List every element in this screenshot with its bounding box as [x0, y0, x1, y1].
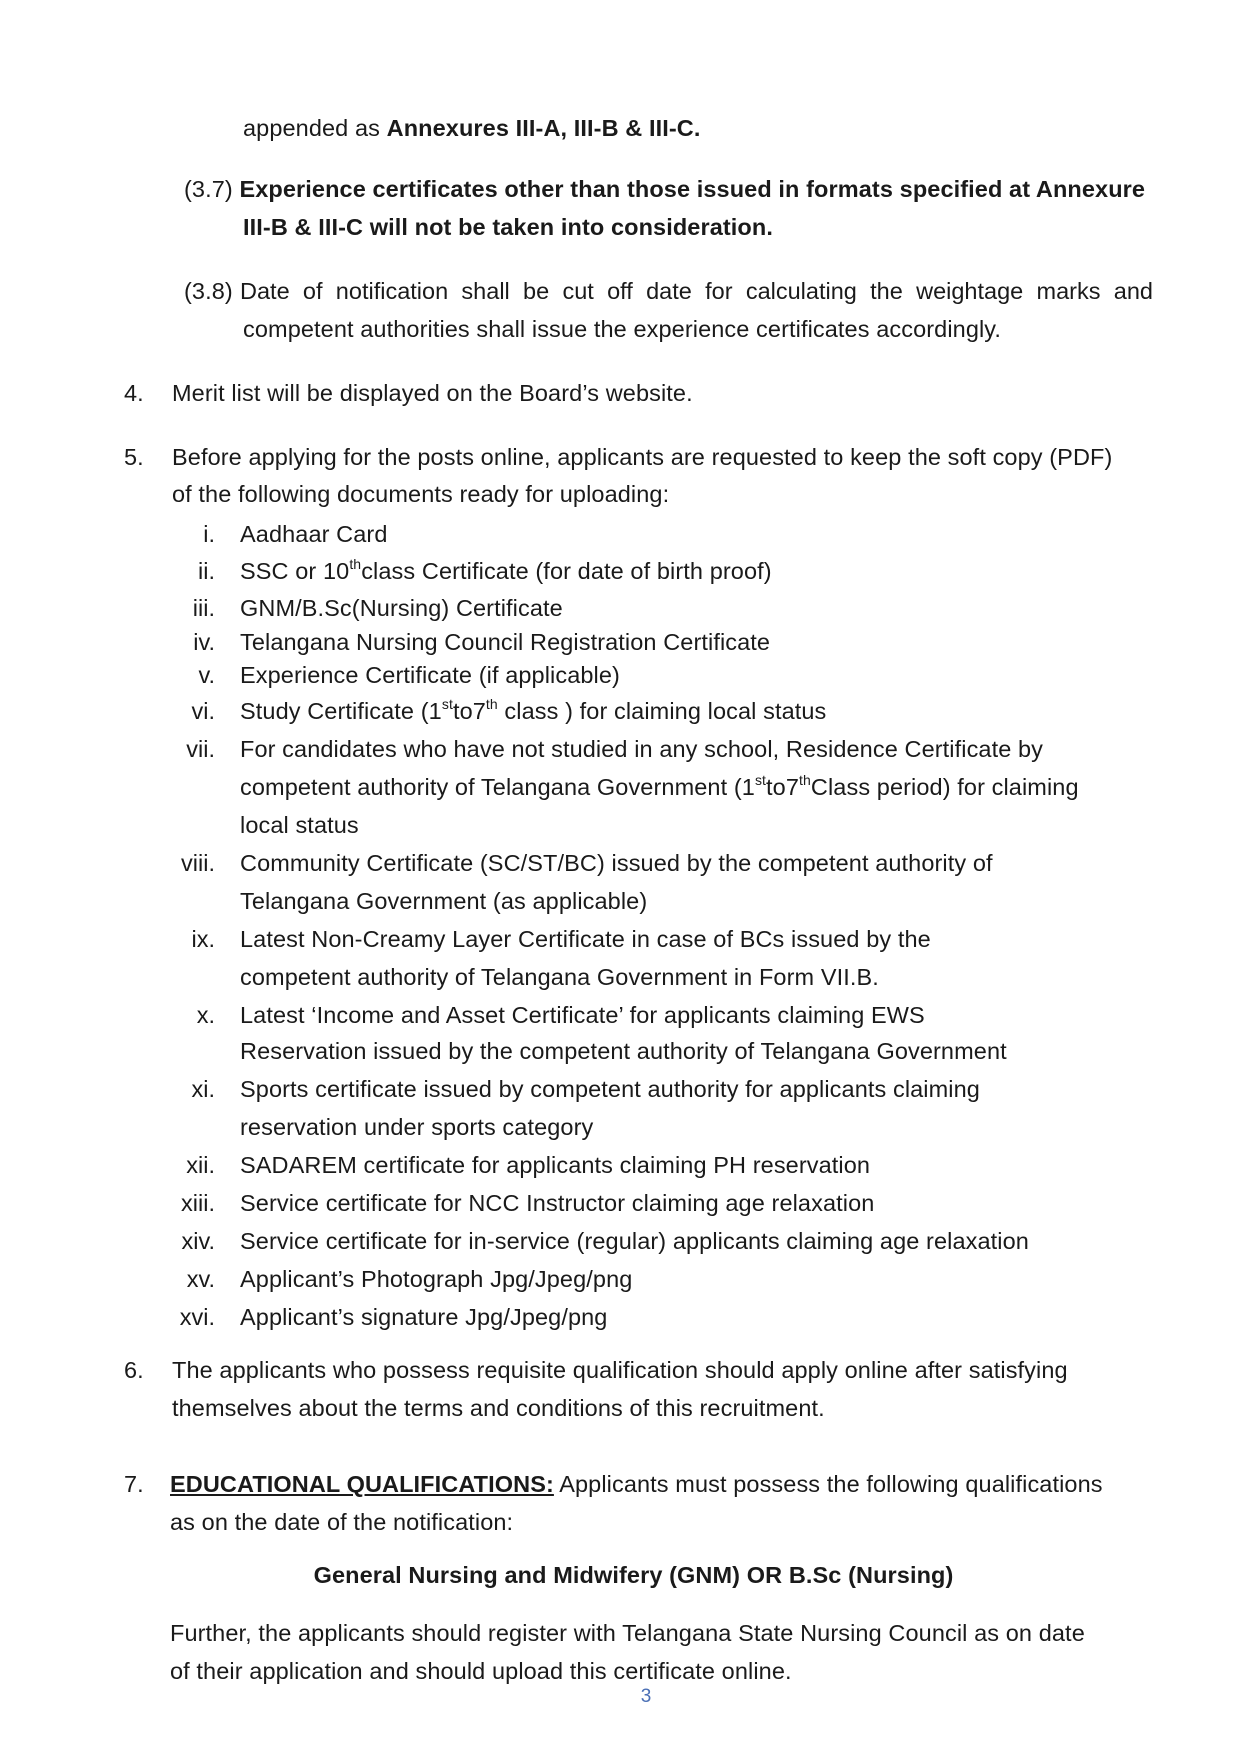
item-7-para-line2: of their application and should upload this certificate online.	[170, 1658, 792, 1684]
doc-xv-text: Applicant’s Photograph Jpg/Jpeg/png	[240, 1266, 633, 1292]
section-3-7-number: (3.7)	[184, 176, 233, 202]
doc-v-text: Experience Certificate (if applicable)	[240, 662, 620, 688]
item-6-line2: themselves about the terms and conditions of this recruitment.	[172, 1395, 825, 1421]
doc-xvi-number: xvi.	[179, 1304, 215, 1330]
doc-x-number: x.	[196, 1002, 215, 1028]
section-3-7-text: Experience certificates other than those issued in formats specified at Annexure	[239, 176, 1146, 202]
doc-vii-line3: local status	[240, 812, 359, 838]
item-5-number: 5.	[124, 444, 144, 470]
annexure-line	[243, 113, 701, 143]
doc-vi-text: Study Certificate (1stto7th class ) for claiming local status	[240, 696, 827, 724]
item-5-line1: Before applying for the posts online, applicants are requested to keep the soft copy (PDF)	[172, 444, 1113, 470]
educational-qualifications-heading: EDUCATIONAL QUALIFICATIONS:	[170, 1471, 554, 1497]
doc-ix-line2: competent authority of Telangana Government in Form VII.B.	[240, 964, 879, 990]
item-7-line1: EDUCATIONAL QUALIFICATIONS: Applicants must possess the following qualifications	[170, 1471, 1103, 1497]
section-3-8-number: (3.8)	[184, 278, 233, 304]
qualification-heading: General Nursing and Midwifery (GNM) OR B.Sc (Nursing)	[313, 1562, 954, 1588]
doc-viii-line1: Community Certificate (SC/ST/BC) issued by the competent authority of	[240, 850, 993, 876]
item-5-line2: of the following documents ready for uploading:	[172, 481, 670, 507]
doc-xvi-text: Applicant’s signature Jpg/Jpeg/png	[240, 1304, 608, 1330]
doc-iii-text: GNM/B.Sc(Nursing) Certificate	[240, 595, 563, 621]
item-7-para-line1: Further, the applicants should register with Telangana State Nursing Council as on date	[170, 1620, 1085, 1646]
doc-xiii-text: Service certificate for NCC Instructor claiming age relaxation	[240, 1190, 875, 1216]
doc-i-text: Aadhaar Card	[240, 521, 388, 547]
doc-iv-text: Telangana Nursing Council Registration Certificate	[240, 629, 771, 655]
doc-vii-line1: For candidates who have not studied in any school, Residence Certificate by	[240, 736, 1044, 762]
section-3-8-line2: competent authorities shall issue the experience certificates accordingly.	[243, 316, 1002, 342]
doc-xii-number: xii.	[186, 1152, 215, 1178]
annexure-bold: Annexures III-A, III-B & III-C.	[386, 115, 701, 141]
doc-iv-number: iv.	[193, 629, 215, 655]
item-6-line1: The applicants who possess requisite qualification should apply online after satisfying	[172, 1357, 1068, 1383]
doc-iii-number: iii.	[192, 595, 215, 621]
item-4-number: 4.	[124, 380, 144, 406]
doc-xii-text: SADAREM certificate for applicants claiming PH reservation	[240, 1152, 871, 1178]
page-number: 3	[640, 1686, 652, 1707]
doc-ix-number: ix.	[191, 926, 215, 952]
doc-xi-line1: Sports certificate issued by competent authority for applicants claiming	[240, 1076, 980, 1102]
item-7-number: 7.	[124, 1471, 144, 1497]
doc-ix-line1: Latest Non-Creamy Layer Certificate in case of BCs issued by the	[240, 926, 931, 952]
item-6-number: 6.	[124, 1357, 144, 1383]
doc-xiv-text: Service certificate for in-service (regular) applicants claiming age relaxation	[240, 1228, 1029, 1254]
section-3-8-line1: Date of notification shall be cut off date for calculating the weightage marks and	[240, 278, 1153, 304]
doc-viii-line2: Telangana Government (as applicable)	[240, 888, 648, 914]
doc-i-number: i.	[203, 521, 215, 547]
doc-viii-number: viii.	[181, 850, 215, 876]
doc-v-number: v.	[198, 662, 215, 688]
doc-ii-text: SSC or 10thclass Certificate (for date of birth proof)	[240, 556, 772, 584]
doc-xv-number: xv.	[186, 1266, 215, 1292]
doc-x-line1: Latest ‘Income and Asset Certificate’ for applicants claiming EWS	[240, 1002, 925, 1028]
section-3-7-line2: III-B & III-C will not be taken into consideration.	[243, 214, 773, 240]
doc-x-line2: Reservation issued by the competent authority of Telangana Government	[240, 1038, 1007, 1064]
doc-xi-number: xi.	[191, 1076, 215, 1102]
doc-xiv-number: xiv.	[181, 1228, 215, 1254]
doc-xi-line2: reservation under sports category	[240, 1114, 594, 1140]
doc-ii-number: ii.	[198, 558, 215, 584]
section-3-7-line1	[184, 174, 1145, 204]
doc-xiii-number: xiii.	[181, 1190, 215, 1216]
item-7-line2: as on the date of the notification:	[170, 1509, 514, 1535]
item-4-text: Merit list will be displayed on the Board’s website.	[172, 380, 693, 406]
annexure-prefix: appended as	[243, 115, 387, 141]
doc-vi-number: vi.	[191, 698, 215, 724]
doc-vii-number: vii.	[186, 736, 215, 762]
doc-vii-line2: competent authority of Telangana Government (1stto7thClass period) for claiming	[240, 772, 1079, 800]
